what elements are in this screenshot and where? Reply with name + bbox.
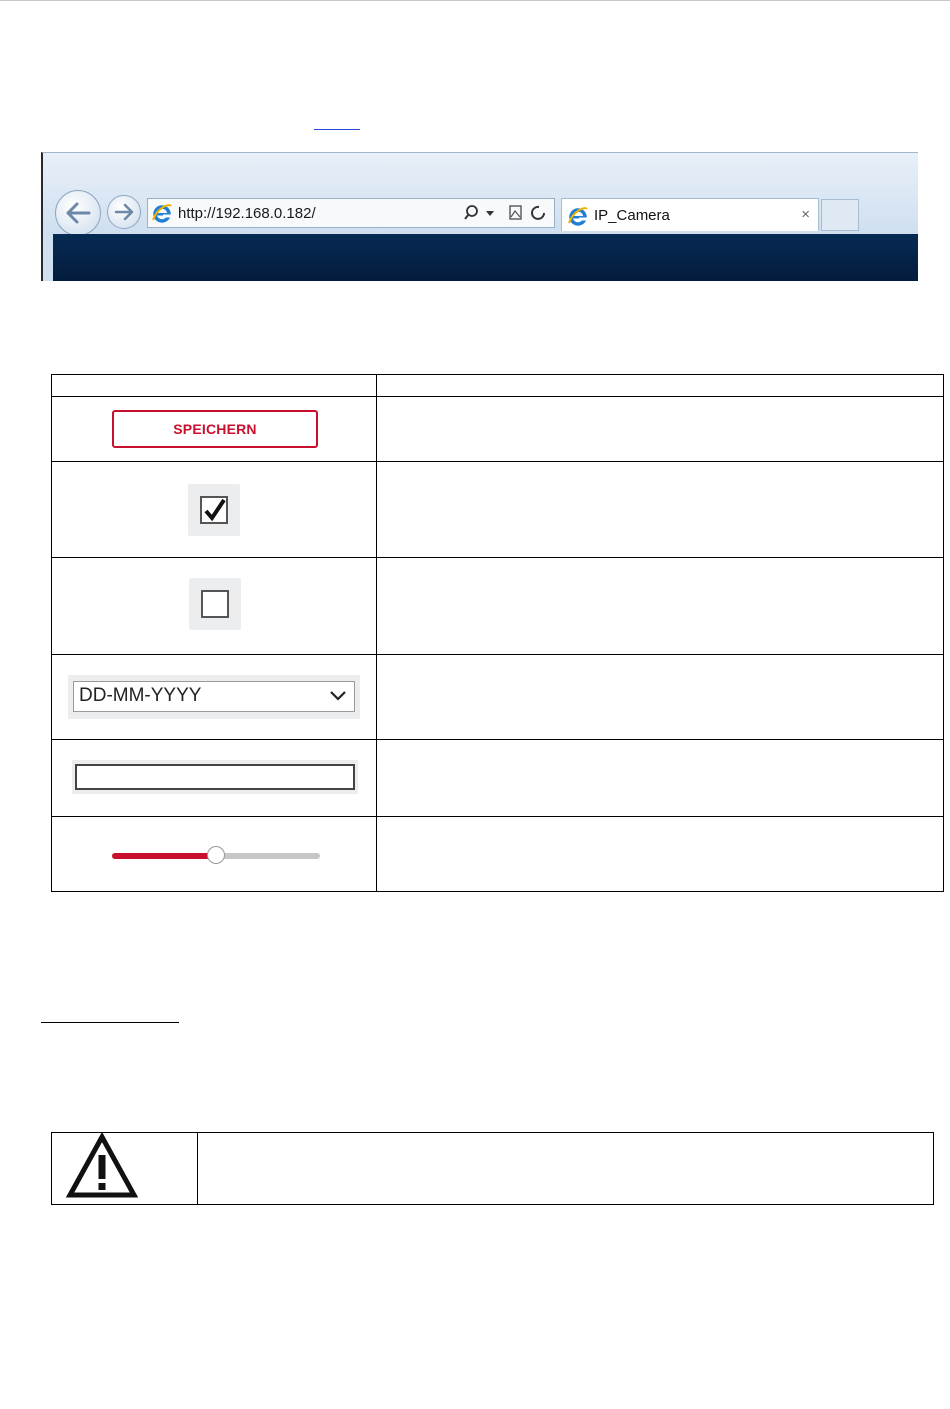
table-cell xyxy=(52,817,377,892)
slider-fill xyxy=(112,853,216,859)
forward-arrow-icon xyxy=(114,203,134,221)
internet-explorer-icon xyxy=(151,202,173,224)
tab-close-button[interactable]: × xyxy=(801,206,810,223)
internet-explorer-icon xyxy=(567,205,589,227)
text-field[interactable] xyxy=(75,764,355,790)
section-heading-underline xyxy=(41,1022,179,1023)
address-bar[interactable] xyxy=(147,198,555,228)
save-button[interactable] xyxy=(112,410,318,448)
address-tools xyxy=(464,203,550,223)
slider[interactable] xyxy=(112,845,320,865)
table-cell xyxy=(377,655,944,740)
table-cell xyxy=(377,397,944,462)
table-row xyxy=(52,397,944,462)
checkmark-icon xyxy=(203,497,227,523)
new-tab-button[interactable] xyxy=(821,199,859,231)
hyperlink-underline[interactable] xyxy=(314,111,360,130)
text-field-wrapper xyxy=(72,760,358,794)
table-cell xyxy=(52,375,377,397)
table-cell xyxy=(377,817,944,892)
browser-toolbar xyxy=(43,153,918,234)
controls-table xyxy=(51,374,944,892)
back-button[interactable] xyxy=(55,190,101,236)
date-format-select[interactable] xyxy=(73,681,355,712)
table-row xyxy=(52,817,944,892)
checkbox-checked[interactable] xyxy=(188,484,240,536)
save-button-label: SPEICHERN xyxy=(173,421,257,437)
tab-title: IP_Camera xyxy=(594,207,670,224)
table-cell xyxy=(377,558,944,655)
page-header-area xyxy=(53,234,918,281)
table-header-row xyxy=(52,375,944,397)
refresh-icon[interactable] xyxy=(532,207,544,219)
chevron-down-icon xyxy=(329,690,347,702)
table-cell xyxy=(377,375,944,397)
table-row xyxy=(52,462,944,558)
forward-button[interactable] xyxy=(107,195,141,229)
table-cell xyxy=(52,462,377,558)
table-row xyxy=(52,655,944,740)
table-cell xyxy=(52,558,377,655)
url-text: http://192.168.0.182/ xyxy=(178,205,316,222)
select-value: DD-MM-YYYY xyxy=(79,685,202,706)
table-cell xyxy=(52,655,377,740)
checkbox-box xyxy=(201,590,229,618)
browser-window xyxy=(41,152,918,281)
warning-triangle-icon xyxy=(66,1133,138,1199)
back-arrow-icon xyxy=(64,201,92,225)
warning-box xyxy=(51,1132,934,1205)
browser-tab[interactable] xyxy=(561,198,819,231)
checkbox-box xyxy=(200,496,228,524)
table-cell xyxy=(52,740,377,817)
table-row xyxy=(52,740,944,817)
dropdown-arrow-icon[interactable] xyxy=(486,211,494,216)
table-cell xyxy=(377,740,944,817)
table-cell xyxy=(377,462,944,558)
slider-thumb[interactable] xyxy=(207,846,225,864)
search-icon[interactable] xyxy=(465,206,477,219)
checkbox-unchecked[interactable] xyxy=(189,578,241,630)
table-row xyxy=(52,558,944,655)
table-cell xyxy=(52,397,377,462)
date-format-select-wrapper xyxy=(68,675,360,719)
warning-divider xyxy=(197,1133,198,1204)
compatibility-view-icon[interactable] xyxy=(510,206,521,219)
top-rule xyxy=(0,0,950,1)
